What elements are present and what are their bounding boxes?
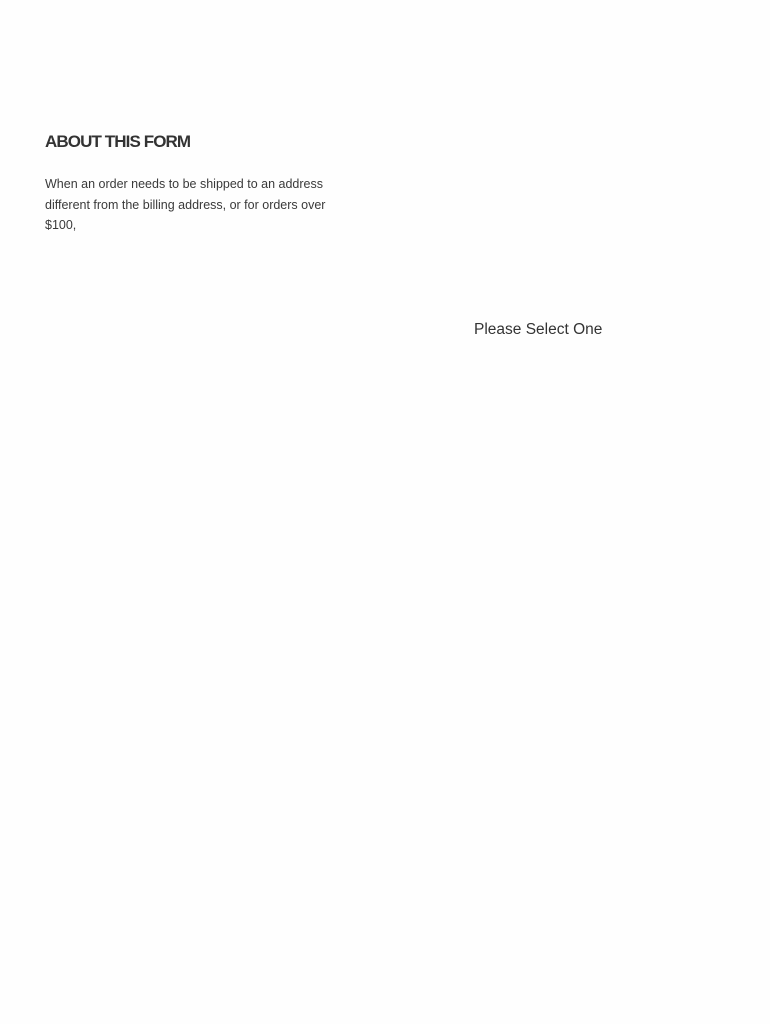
description-line: $100, xyxy=(45,218,77,232)
description-line: When an order needs to be shipped to an address xyxy=(45,177,323,191)
description-line: different from the billing address, or for orders over xyxy=(45,197,326,212)
option-select[interactable] xyxy=(468,318,638,344)
about-form-heading: ABOUT THIS FORM xyxy=(45,132,191,151)
option-select-value: Please Select One xyxy=(474,321,603,338)
about-form-description xyxy=(45,174,340,236)
